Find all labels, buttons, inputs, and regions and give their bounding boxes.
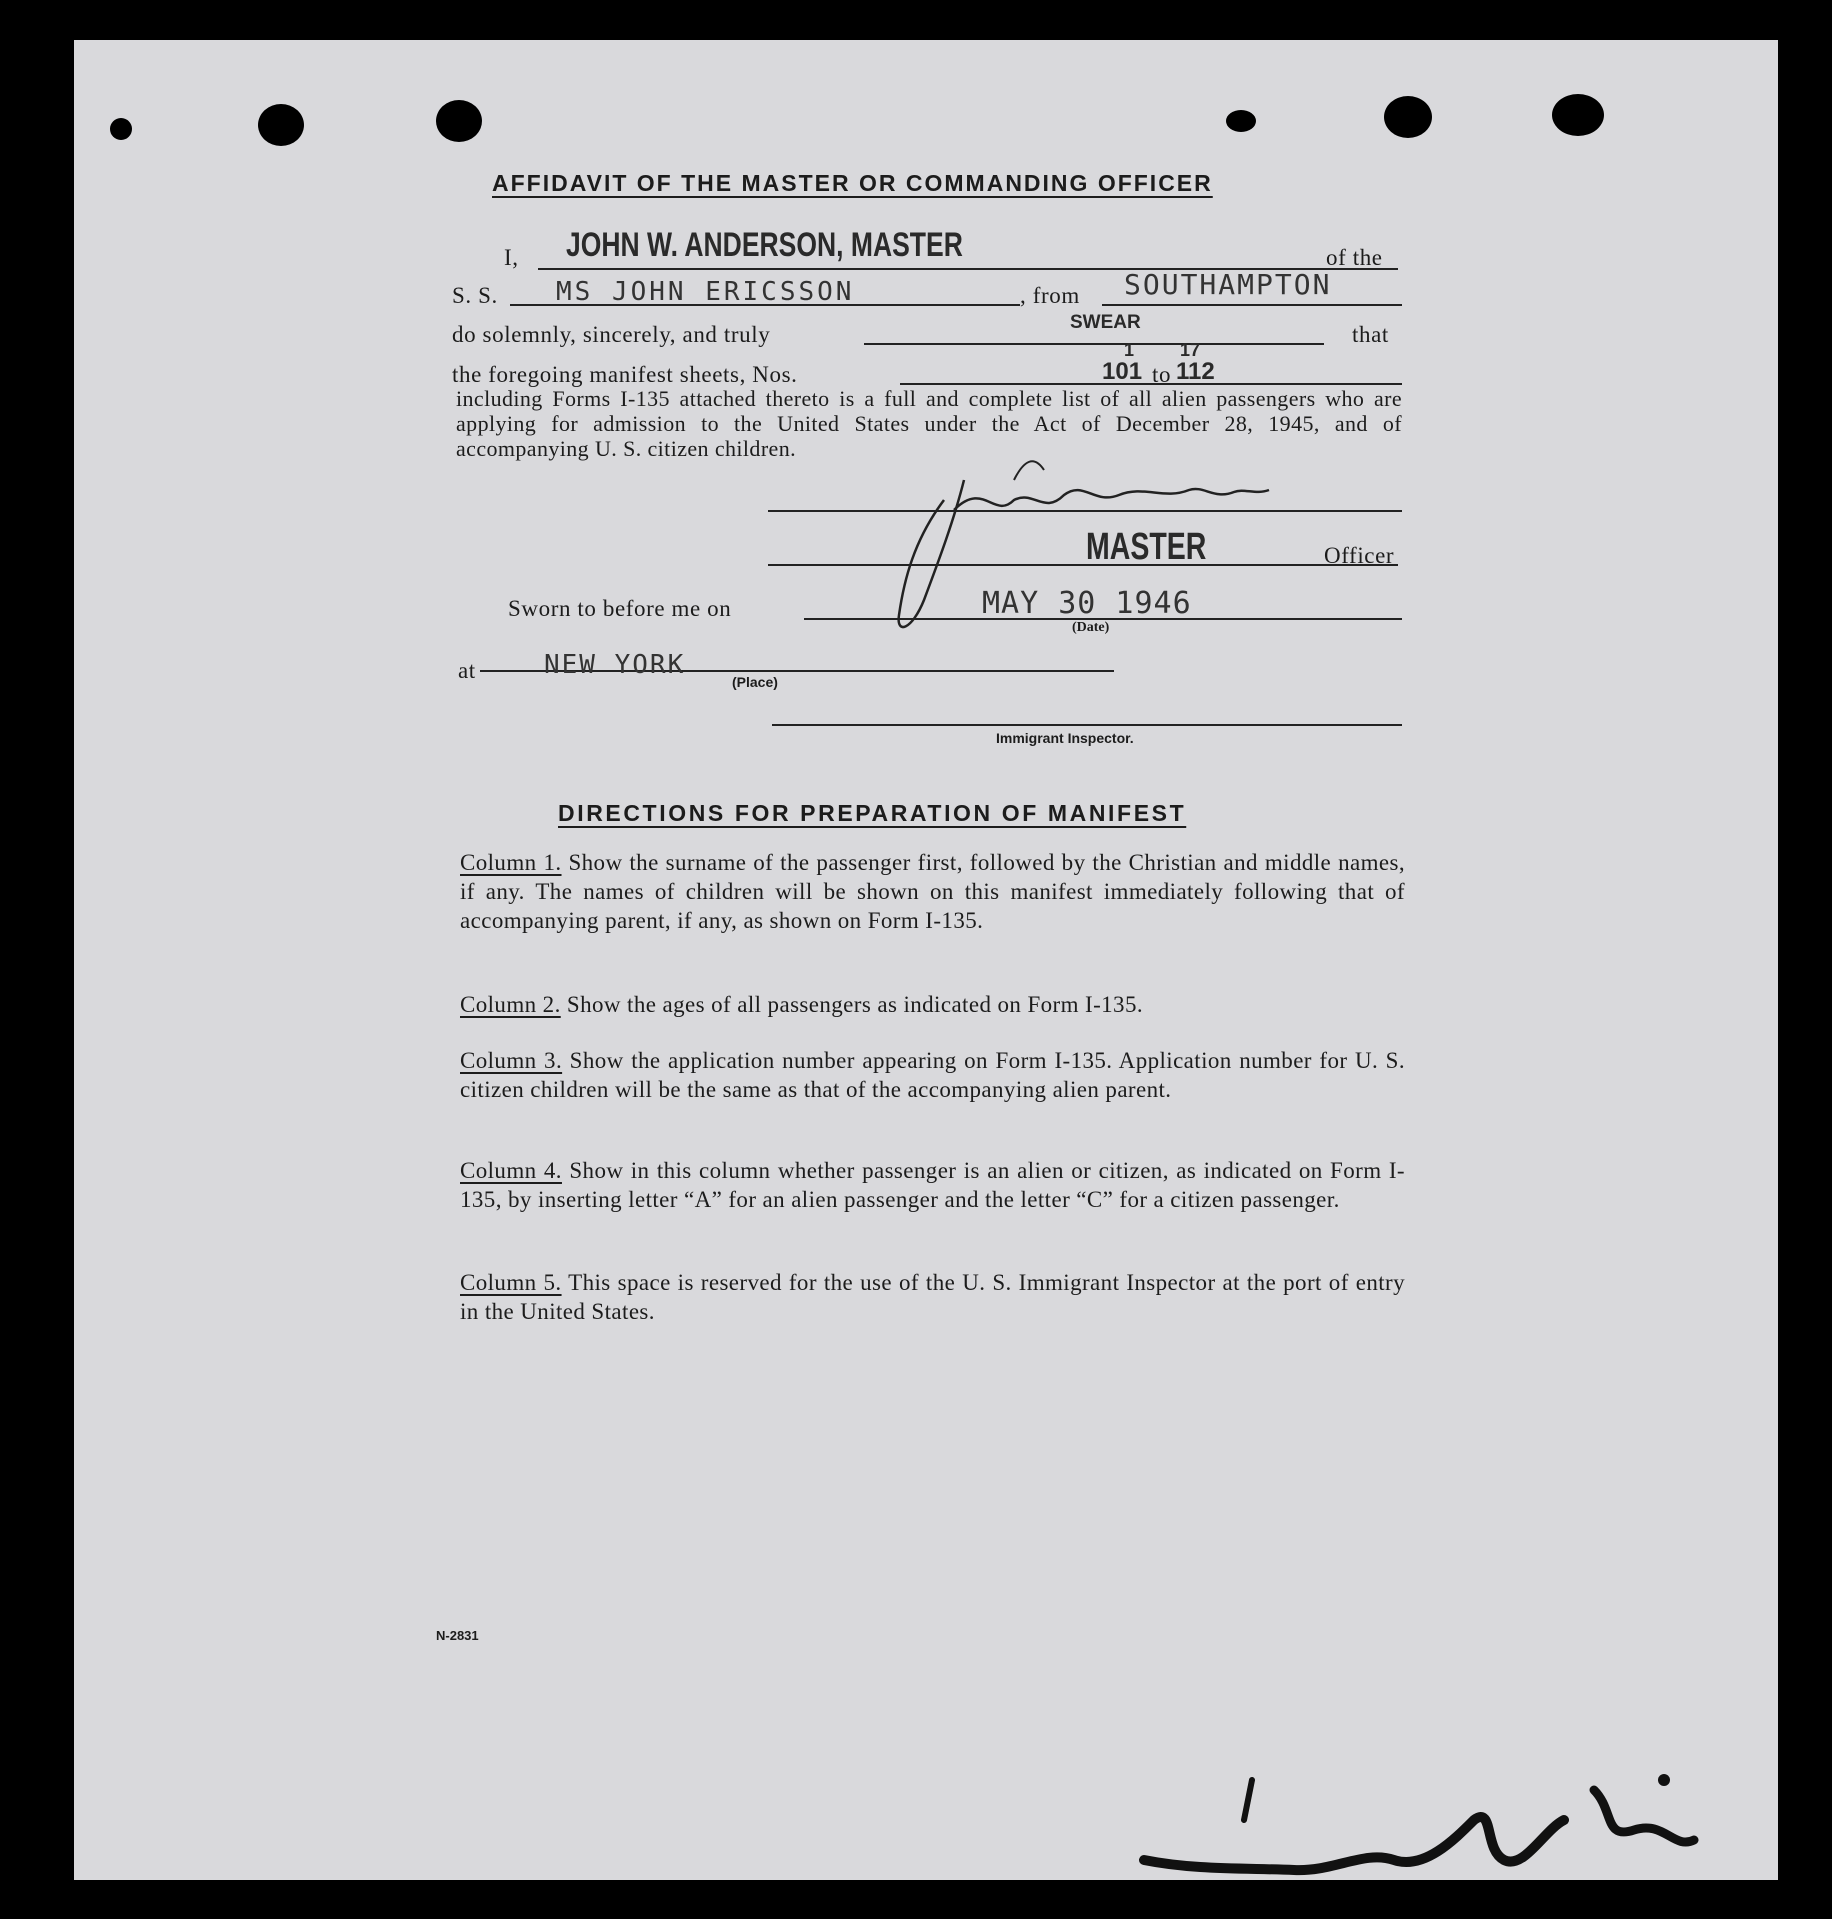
- column-text: Show the surname of the passenger first, followed by the Christian and middle names, if any. The names of children will be shown on this manifest immediately following that of accompanying parent, if any, as shown on Form I-135.: [460, 850, 1405, 933]
- manifest-label: the foregoing manifest sheets, Nos.: [452, 362, 798, 387]
- column-label: Column 4.: [460, 1158, 562, 1183]
- directions-title: DIRECTIONS FOR PREPARATION OF MANIFEST: [558, 800, 1187, 826]
- column-text: Show the ages of all passengers as indicated on Form I-135.: [566, 992, 1144, 1017]
- swear-line: [864, 343, 1324, 345]
- master-name: JOHN W. ANDERSON, MASTER: [566, 226, 963, 264]
- to-label: to: [1152, 362, 1172, 387]
- solemnly-label: do solemnly, sincerely, and truly: [452, 322, 771, 347]
- port-line: [1102, 304, 1402, 306]
- vessel-name: MS JOHN ERICSSON: [556, 277, 855, 307]
- port-from: SOUTHAMPTON: [1124, 268, 1332, 301]
- column-label: Column 3.: [460, 1048, 563, 1073]
- column-label: Column 2.: [460, 992, 561, 1017]
- ss-label: S. S.: [452, 283, 498, 308]
- direction-column-1: [460, 848, 1405, 935]
- sworn-date: MAY 30 1946: [982, 586, 1192, 621]
- sheet-from-super: 1: [1124, 340, 1135, 360]
- direction-column-3: [460, 1046, 1405, 1104]
- punch-hole: [110, 118, 132, 140]
- of-the-label: of the: [1326, 245, 1383, 270]
- i-label: I,: [504, 245, 519, 270]
- officer-label: Officer: [1324, 543, 1395, 568]
- punch-hole: [258, 104, 304, 146]
- place-caption: (Place): [732, 674, 778, 690]
- sworn-label: Sworn to before me on: [508, 596, 732, 621]
- document-page: [74, 40, 1778, 1880]
- at-label: at: [458, 658, 476, 683]
- punch-hole: [1552, 94, 1604, 136]
- column-label: Column 5.: [460, 1270, 562, 1295]
- direction-column-4: [460, 1156, 1405, 1214]
- date-caption: (Date): [1072, 620, 1110, 635]
- place: NEW YORK: [544, 650, 686, 680]
- punch-hole: [436, 100, 482, 142]
- sheets-line: [900, 383, 1402, 385]
- from-label: , from: [1020, 283, 1080, 308]
- affidavit-title: AFFIDAVIT OF THE MASTER OR COMMANDING OFFICER: [492, 170, 1213, 196]
- punch-hole: [1226, 110, 1256, 132]
- sheet-to-super: 17: [1180, 340, 1201, 360]
- direction-column-5: [460, 1268, 1405, 1326]
- column-text: This space is reserved for the use of the U. S. Immigrant Inspector at the port of entry in the United States.: [460, 1270, 1405, 1324]
- column-text: Show the application number appearing on Form I-135. Application number for U. S. citizen children will be the same as that of the accompanying alien parent.: [460, 1048, 1405, 1102]
- swear-word: SWEAR: [1070, 312, 1141, 333]
- officer-line: [768, 564, 1398, 566]
- direction-column-2: [460, 990, 1405, 1019]
- inspector-caption: Immigrant Inspector.: [996, 730, 1134, 746]
- punch-hole: [1384, 96, 1432, 138]
- that-label: that: [1352, 322, 1389, 347]
- ink-bleed-mark: [1074, 1720, 1754, 1880]
- sheet-to: 112: [1176, 358, 1215, 385]
- affidavit-body: including Forms I-135 attached thereto is a full and complete list of all alien passengers who are applying for admission to the United States under the Act of December 28, 1945, and of accompanying U. S. citizen children.: [456, 386, 1402, 461]
- officer-title: MASTER: [1086, 526, 1207, 568]
- form-number: N-2831: [436, 1628, 479, 1643]
- inspector-line: [772, 724, 1402, 726]
- column-text: Show in this column whether passenger is an alien or citizen, as indicated on Form I-135, by inserting letter “A” for an alien passenger and the letter “C” for a citizen passenger.: [460, 1158, 1405, 1212]
- column-label: Column 1.: [460, 850, 562, 875]
- sheet-from: 101: [1102, 358, 1143, 385]
